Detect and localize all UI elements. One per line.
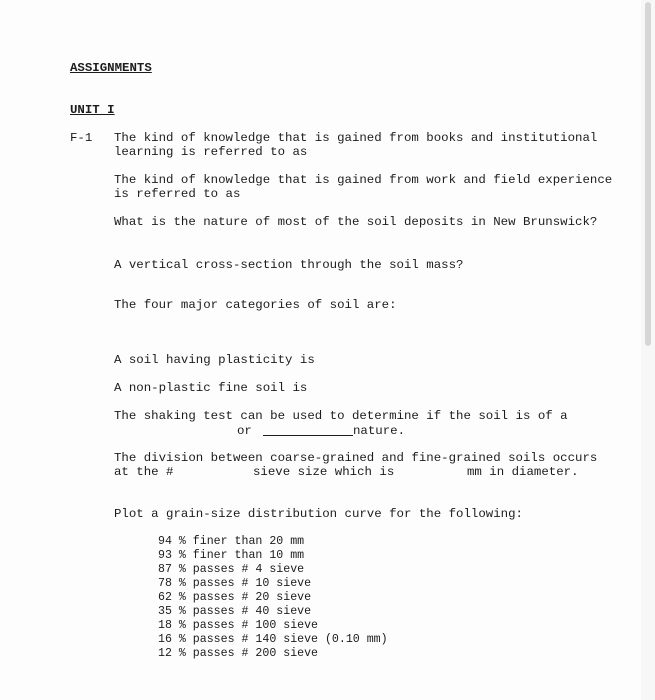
list-item: 87 % passes # 4 sieve [158,563,305,576]
unit-heading: UNIT I [70,103,115,117]
assignments-heading: ASSIGNMENTS [70,61,152,75]
item-id: F-1 [70,131,93,145]
list-item: 93 % finer than 10 mm [158,549,305,562]
list-item: 18 % passes # 100 sieve [158,619,319,632]
question-10: Plot a grain-size distribution curve for the following: [114,507,523,521]
list-item: 62 % passes # 20 sieve [158,591,312,604]
list-item: 94 % finer than 20 mm [158,535,305,548]
question-2-line-1: The kind of knowledge that is gained from work and field experience [114,173,613,187]
question-7: A non-plastic fine soil is [114,381,308,395]
question-9-sieve: sieve size which is [253,465,395,479]
list-item: 16 % passes # 140 sieve (0.10 mm) [158,633,388,646]
question-9-mm: mm in diameter. [467,465,579,479]
question-8-nature: nature. [353,424,406,438]
question-9-at: at the # [114,465,174,479]
list-item: 78 % passes # 10 sieve [158,577,312,590]
scrollbar-thumb[interactable] [645,2,651,346]
question-6: A soil having plasticity is [114,353,315,367]
question-5: The four major categories of soil are: [114,298,397,312]
question-9-line-1: The division between coarse-grained and fine-grained soils occurs [114,451,598,465]
question-8-or: or [237,424,252,438]
answer-blank-nature [263,424,353,436]
question-3: What is the nature of most of the soil deposits in New Brunswick? [114,215,598,229]
question-2-line-2: is referred to as [114,187,241,201]
question-8-line-1: The shaking test can be used to determine if the soil is of a [114,409,568,423]
list-item: 12 % passes # 200 sieve [158,647,319,660]
question-1-line-2: learning is referred to as [114,145,308,159]
list-item: 35 % passes # 40 sieve [158,605,312,618]
question-1-line-1: The kind of knowledge that is gained from books and institutional [114,131,598,145]
question-4: A vertical cross-section through the soil mass? [114,258,464,272]
